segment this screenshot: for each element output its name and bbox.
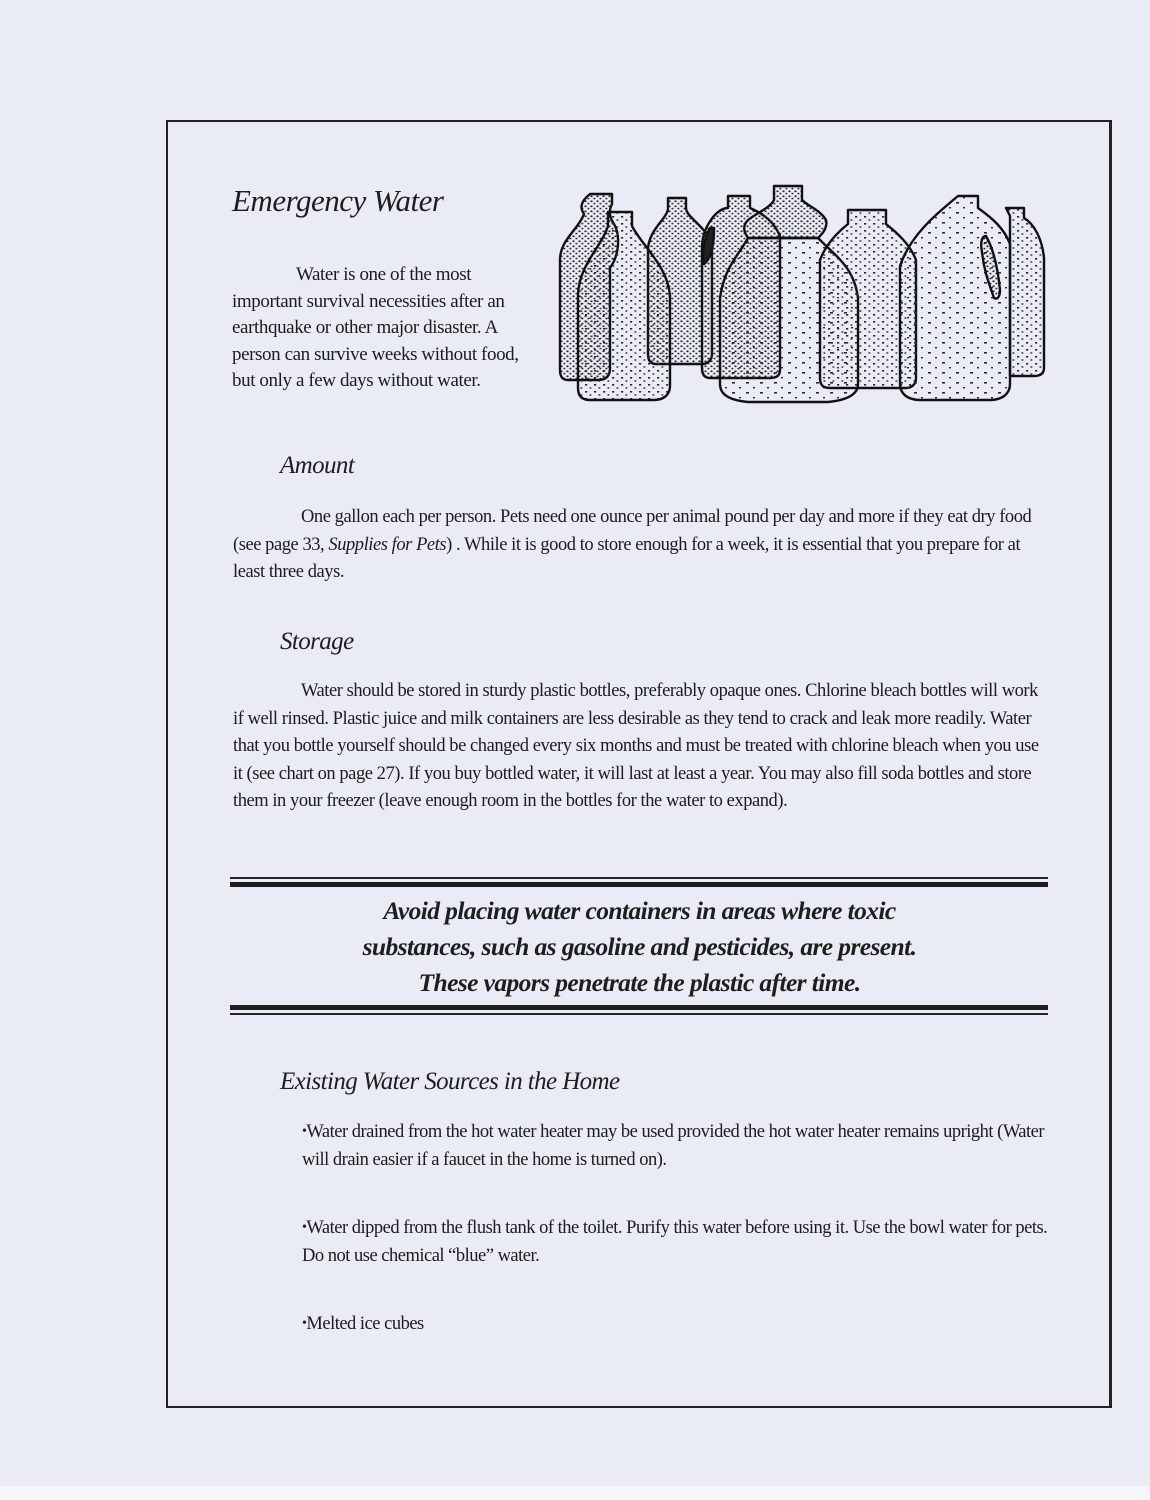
list-item-text: Melted ice cubes [306,1314,424,1334]
list-item-ice-cubes [302,1310,1057,1339]
bullet-icon: • [302,1316,307,1331]
bullet-icon: • [302,1124,307,1139]
scan-bottom-edge [0,1486,1150,1500]
section-heading-amount: Amount [280,452,355,479]
storage-paragraph: Water should be stored in sturdy plastic bottles, preferably opaque ones. Chlorine bleach bottles will work if well rinsed. Plastic juice and milk containers are less desirable as they tend to crack and leak more readily. Water that you bottle yourself should be changed every six months and must be treated with chlorine bleach when you use it (see chart on page 27). If you buy bottled water, it will last at least a year. You may also fill soda bottles and store them in your freezer (leave enough room in the bottles for the water to expand). [233,681,1039,811]
callout-rule-top-thin [230,877,1048,879]
callout-rule-bottom-thick [230,1005,1048,1010]
list-item-text: Water dipped from the flush tank of the toilet. Purify this water before using it. Use the bowl water for pets. Do not use chemical “blue” water. [302,1218,1048,1266]
callout-line: substances, such as gasoline and pesticides, are present. [362,932,917,961]
water-bottles-illustration [548,180,1046,406]
callout-rule-bottom-thin [230,1013,1048,1015]
list-item-toilet-tank [302,1214,1057,1270]
amount-paragraph [233,504,1048,587]
intro-paragraph: Water is one of the most important survival necessities after an earthquake or other major disaster. A person can survive weeks without food, but only a few days without water. [232,264,519,391]
bullet-icon: • [302,1220,307,1235]
amount-text-end: ) . While it is good to store enough for a week, it is essential that you prepare for at least three days. [233,534,1021,582]
section-heading-existing-sources: Existing Water Sources in the Home [280,1068,620,1095]
list-item-text: Water drained from the hot water heater may be used provided the hot water heater remains upright (Water will drain easier if a faucet in the home is turned on). [302,1122,1045,1170]
section-heading-storage: Storage [280,628,354,655]
callout-line: Avoid placing water containers in areas where toxic [383,896,896,925]
callout-rule-top-thick [230,882,1048,887]
bottle-back-right [1006,208,1044,376]
amount-text-start: One gallon each per person. Pets need one ounce per animal pound per day and more if they eat dry food (see page 33, [233,507,1032,555]
list-item-water-heater [302,1118,1057,1174]
supplies-for-pets-reference: Supplies for Pets [328,534,447,555]
warning-callout [232,893,1047,1001]
page-title: Emergency Water [232,183,444,218]
callout-line: These vapors penetrate the plastic after time. [418,968,861,997]
